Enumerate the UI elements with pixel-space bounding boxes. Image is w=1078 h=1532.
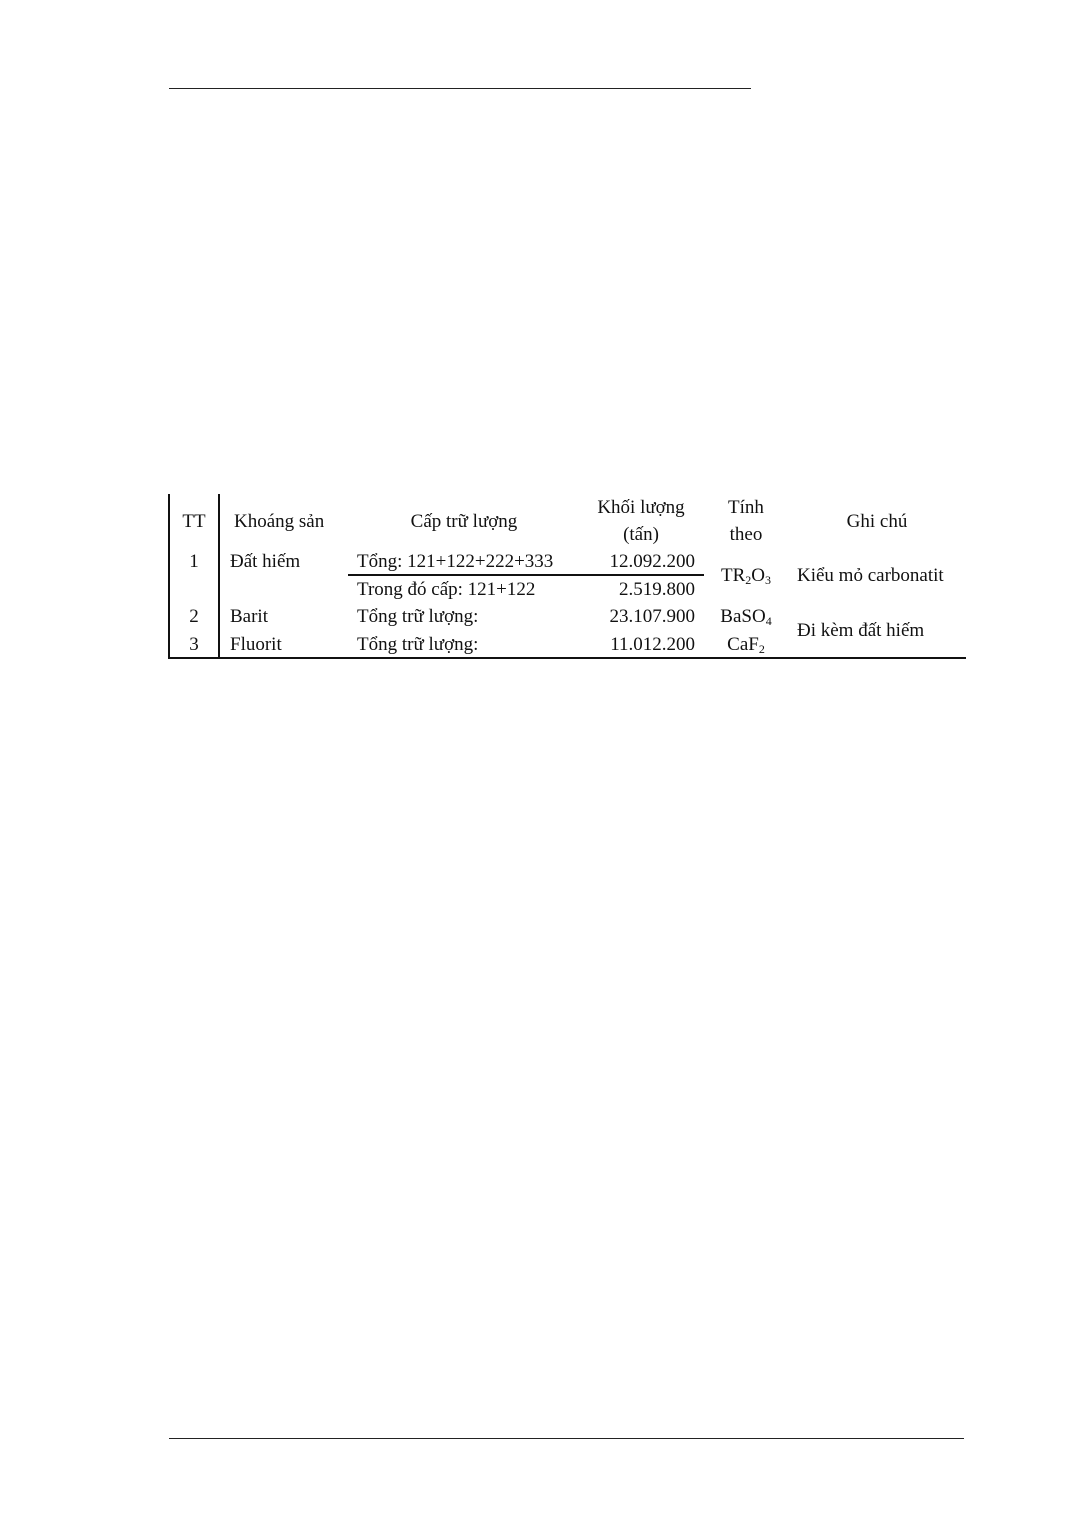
row1-tt: 1	[189, 551, 199, 572]
row2-grade: Tổng trữ lượng:	[357, 606, 479, 627]
table-column-divider	[218, 494, 220, 659]
row1-note: Kiểu mỏ carbonatit	[797, 565, 944, 586]
header-mass-line1: Khối lượng	[597, 497, 685, 518]
row1-grade-sub: Trong đó cấp: 121+122	[357, 579, 536, 600]
row1-mass-sub: 2.519.800	[619, 579, 695, 600]
footer-rule	[169, 1438, 964, 1439]
row2-mineral: Barit	[230, 606, 268, 627]
row1-calc-formula: $TR_2O_3$	[720, 565, 771, 587]
header-mass-line2: (tấn)	[623, 524, 659, 545]
header-calc-line1: Tính	[728, 497, 764, 518]
row3-calc-formula: CaF$_2$	[727, 634, 765, 656]
row1-mineral: Đất hiếm	[230, 551, 301, 572]
table-bottom-border	[168, 657, 966, 659]
row2-tt: 2	[189, 606, 199, 627]
row2-mass: 23.107.900	[609, 606, 695, 627]
header-calc-line2: theo	[729, 524, 763, 545]
mineral-reserves-table	[0, 0, 1078, 700]
header-mineral: Khoáng sản	[234, 511, 325, 532]
row-divider	[348, 574, 704, 576]
header-note: Ghi chú	[846, 511, 908, 532]
row3-tt: 3	[189, 634, 199, 655]
row1-grade-total: Tổng: 121+122+222+333	[357, 551, 554, 572]
row2-calc-formula: BaSO$_4$	[720, 606, 772, 628]
row3-mineral: Fluorit	[230, 634, 282, 655]
row1-mass-total: 12.092.200	[609, 551, 695, 572]
row3-grade: Tổng trữ lượng:	[357, 634, 479, 655]
rows-2-3-note: Đi kèm đất hiếm	[797, 620, 925, 641]
header-tt: TT	[182, 511, 206, 532]
row3-mass: 11.012.200	[610, 634, 695, 655]
header-grade: Cấp trữ lượng	[410, 511, 518, 532]
